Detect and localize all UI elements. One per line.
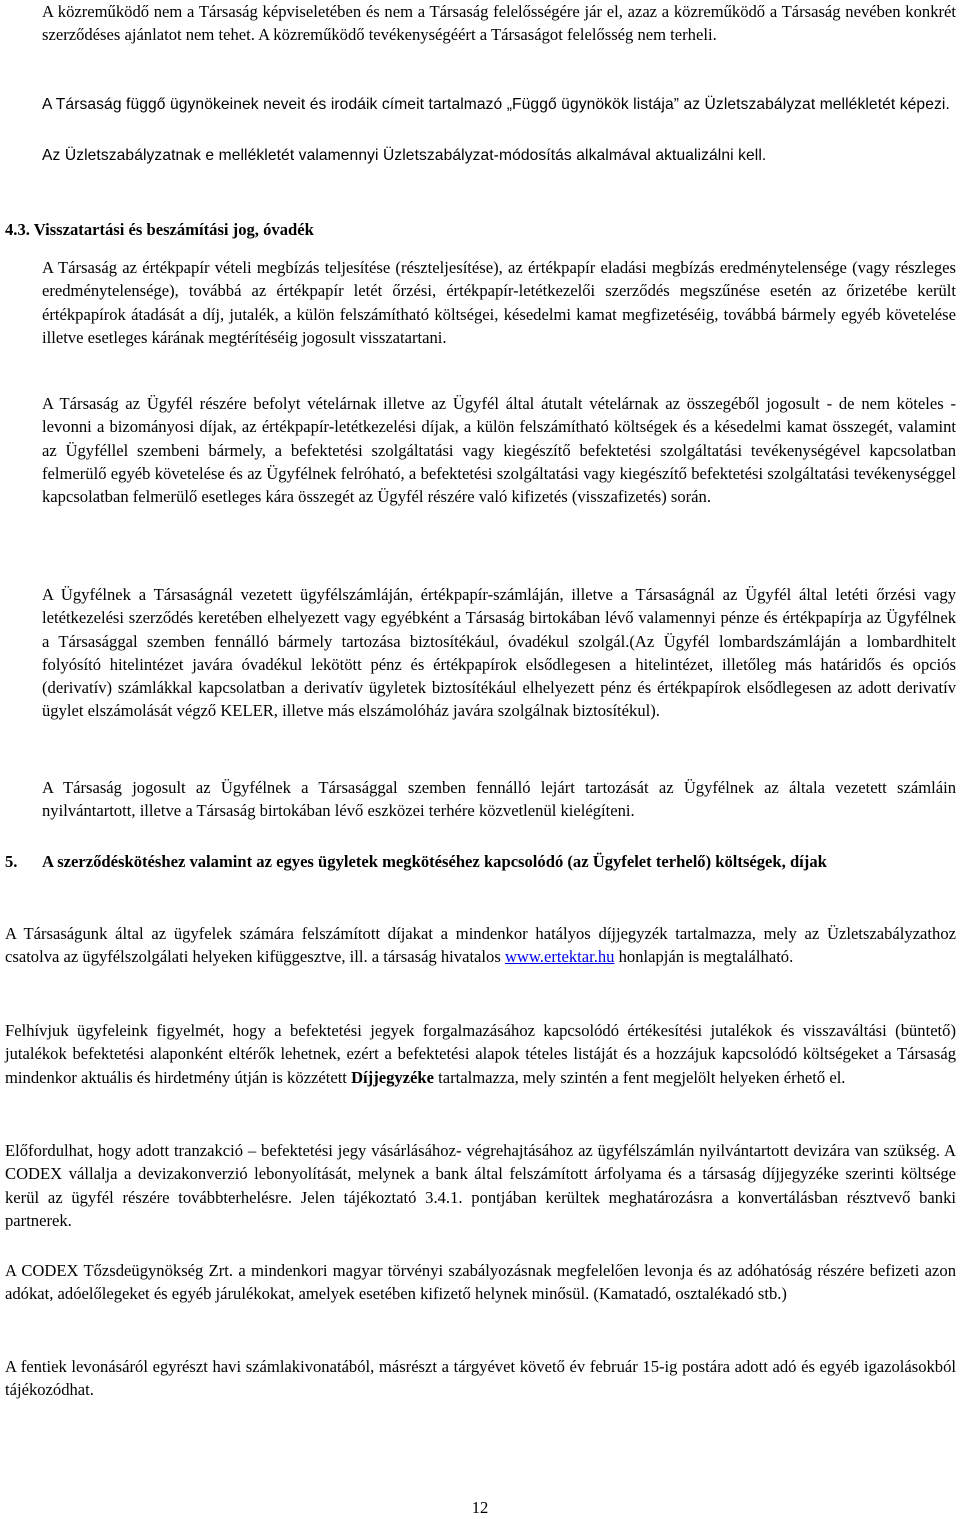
section-5-number: 5. bbox=[5, 852, 18, 871]
ertektar-website-link[interactable]: www.ertektar.hu bbox=[504, 947, 615, 967]
section-4-3-paragraph-3: A Ügyfélnek a Társaságnál vezetett ügyfélszámláján, értékpapír-számláján, illetve a Társaságnál az Ügyfél által letéti őrzési vagy letétkezelési szerződés keretében elhelyezett vagy egyébként a Társaság birtokában lévő valamennyi pénze és értékpapírja az Ügyfélnek a Társasággal szemben fennálló bármely tartozása biztosítékául, óvadékul szolgál.(Az Ügyfél lombardszámláján a lombardhitelt folyósító hitelintézet javára óvadékul lekötött pénz és értékpapírok elsődlegesen a hitelintézet, illetőleg más határidős és opciós (derivatív) számlákkal kapcsolatban a derivatív ügyletek biztosítékául elhelyezett pénz és értékpapírok elsődlegesen az adott derivatív ügylet elszámolását végző KELER, illetve más elszámolóház javára szolgálnak biztosítékul). bbox=[42, 585, 956, 721]
section-5-paragraph-4: A CODEX Tőzsdeügynökség Zrt. a mindenkori magyar törvényi szabályozásnak megfelelően levonja és az adóhatóság részére befizeti azon adókat, adóelőlegeket és egyéb járulékokat, amelyek esetében kifizető helynek minősül. (Kamatadó, osztalékadó stb.) bbox=[5, 1261, 956, 1304]
section-5-p2-text-after: tartalmazza, mely szintén a fent megjelölt helyeken érhető el. bbox=[434, 1067, 846, 1087]
section-5-paragraph-5: A fentiek levonásáról egyrészt havi számlakivonatából, másrészt a tárgyévet követő év február 15-ig postára adott adó és egyéb igazolásokból tájékozódhat. bbox=[5, 1357, 956, 1400]
section-5-p1-text-after: honlapján is megtalálható. bbox=[614, 947, 794, 967]
section-5-paragraph-3: Előfordulhat, hogy adott tranzakció – befektetési jegy vásárlásához- végrehajtásához az ügyfélszámlán nyilvántartott devizára van szükség. A CODEX vállalja a devizakonverzió lebonyolítását, melynek a bank által felszámított árfolyama és a társaság díjjegyzéke szerinti költsége kerül az ügyfél részére továbbterhelésre. Jelen tájékoztató 3.4.1. pontjában kerültek meghatározásra a konvertálásban résztvevő banki partnerek. bbox=[5, 1141, 956, 1230]
section-5-paragraph-2 bbox=[5, 1019, 956, 1089]
section-5-p2-text-before: Felhívjuk ügyfeleink figyelmét, hogy a befektetési jegyek forgalmazásához kapcsolódó értékesítési jutalékok és visszaváltási (büntető) jutalékok befektetési alaponként eltérők lehetnek, ezért a befektetési alapok tételes listáját és a hozzájuk kapcsolódó költségeket a Társaság mindenkor aktuális és hirdetmény útján is közzétett bbox=[5, 1021, 956, 1087]
page-number: 12 bbox=[471, 1498, 489, 1517]
intro-paragraph-3: Az Üzletszabályzatnak e mellékletét valamennyi Üzletszabályzat-módosítás alkalmával aktualizálni kell. bbox=[42, 147, 767, 164]
dijjegyzek-bold-term: Díjjegyzéke bbox=[351, 1067, 435, 1087]
section-heading-4-3: 4.3. Visszatartási és beszámítási jog, óvadék bbox=[5, 220, 314, 239]
section-4-3-paragraph-4: A Társaság jogosult az Ügyfélnek a Társasággal szemben fennálló lejárt tartozását az Ügyfélnek az általa vezetett számláin nyilvántartott, illetve a Társaság birtokában lévő eszközei terhére közvetlenül kielégíteni. bbox=[42, 778, 956, 821]
section-5-paragraph-1 bbox=[5, 922, 956, 969]
section-4-3-paragraph-2: A Társaság az Ügyfél részére befolyt vételárnak illetve az Ügyfél által átutalt vételárnak az összegéből jogosult - de nem köteles - levonni a bizományosi díjak, az értékpapír-letétkezelési díjak, a külön felszámítható költségek és a késedelmi kamat összegét, valamint az Ügyféllel szembeni bármely, a befektetési szolgáltatási vagy kiegészítő befektetési szolgáltatási tevékenységével kapcsolatban felmerülő egyéb követelése és az Ügyfélnek felróható, a befektetési szolgáltatási vagy kiegészítő befektetési szolgáltatási tevékenységgel kapcsolatban felmerülő esetleges kára összegét az Ügyfél részére való kifizetés (visszafizetés) során. bbox=[42, 394, 956, 507]
section-heading-5 bbox=[0, 850, 960, 900]
intro-paragraph-1: A közreműködő nem a Társaság képviseletében és nem a Társaság felelősségére jár el, azaz a közreműködő a Társaság nevében konkrét szerződéses ajánlatot nem tehet. A közreműködő tevékenységéért a Társaságot felelősség nem terheli. bbox=[42, 2, 956, 45]
intro-paragraph-2: A Társaság függő ügynökeinek neveit és irodáik címeit tartalmazó „Függő ügynökök listája” az Üzletszabályzat mellékletét képezi. bbox=[42, 96, 950, 113]
section-4-3-paragraph-1: A Társaság az értékpapír vételi megbízás teljesítése (részteljesítése), az értékpapír eladási megbízás eredménytelensége (vagy részleges eredménytelensége), továbbá az értékpapír letét őrzési, értékpapír-letétkezelői szerződés megszűnése esetén az őrizetébe került értékpapírok átadását a díj, jutalék, a külön felszámítható költségei, késedelmi kamat megfizetéséig, továbbá bármely egyéb követelése illetve esetleges kárának megtérítéséig jogosult visszatartani. bbox=[42, 258, 956, 347]
section-5-title: A szerződéskötéshez valamint az egyes ügyletek megkötéséhez kapcsolódó (az Ügyfelet terhelő) költségek, díjak bbox=[42, 852, 827, 871]
section-5-p1-text-before: A Társaságunk által az ügyfelek számára felszámított díjakat a mindenkor hatályos díjjegyzék tartalmazza, mely az Üzletszabályzathoz csatolva az ügyfélszolgálati helyeken kifüggesztve, ill. a társaság hivatalos bbox=[5, 924, 956, 967]
